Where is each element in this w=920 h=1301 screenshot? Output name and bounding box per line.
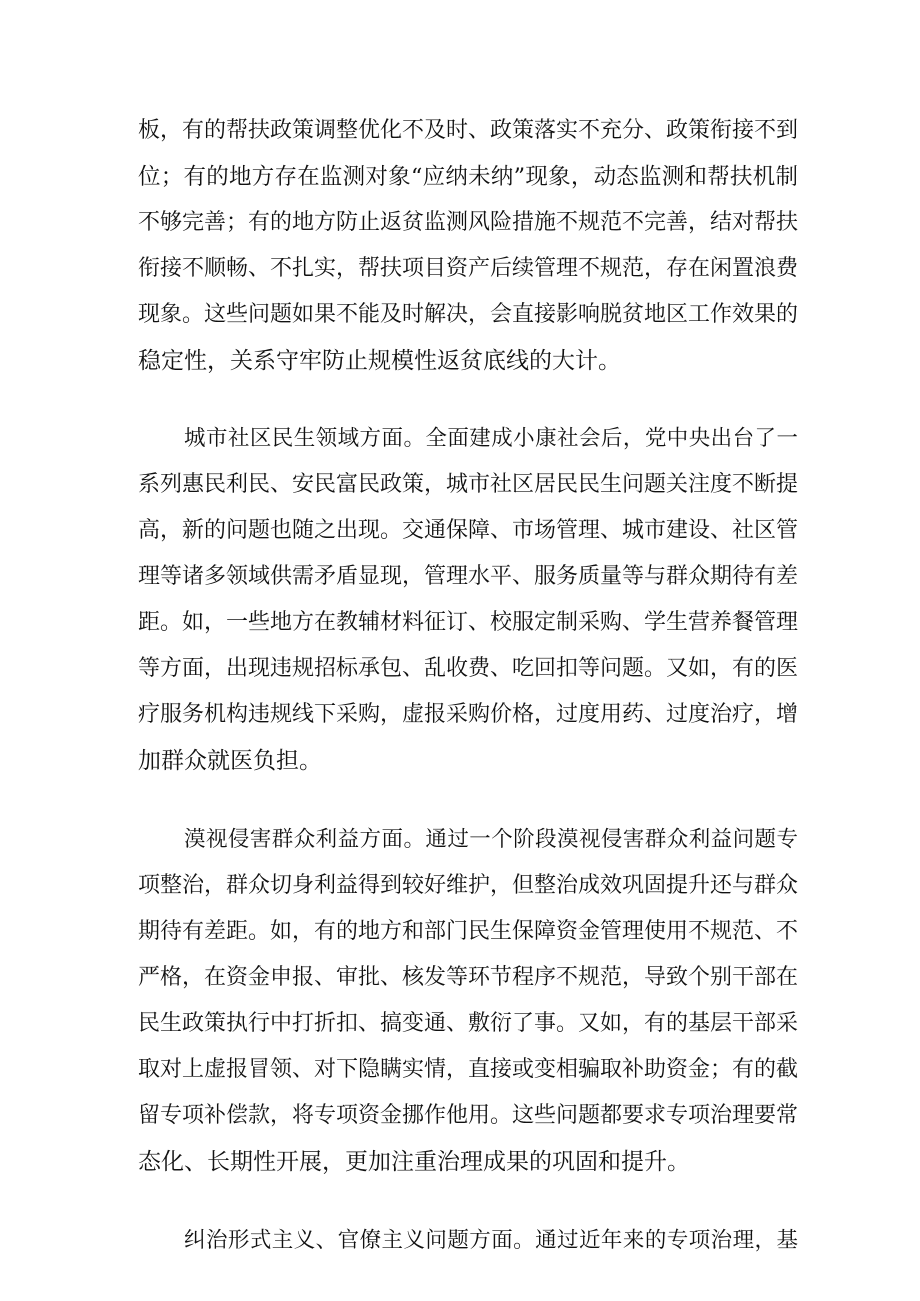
paragraph-1-line-4: 衔接不顺畅、不扎实，帮扶项目资产后续管理不规范，存在闲置浪费 (138, 256, 799, 281)
paragraph-2-line-8: 加群众就医负担。 (138, 748, 322, 774)
paragraph-3-line-8: 态化、长期性开展，更加注重治理成果的巩固和提升。 (138, 1149, 690, 1175)
paragraph-2-line-2: 系列惠民利民、安民富民政策，城市社区居民民生问题关注度不断提 (138, 472, 799, 497)
paragraph-3-line-2: 项整治，群众切身利益得到较好维护，但整治成效巩固提升还与群众 (138, 873, 799, 898)
paragraph-1-line-3: 不够完善；有的地方防止返贫监测风险措施不规范不完善，结对帮扶 (138, 210, 799, 235)
paragraph-1-line-5: 现象。这些问题如果不能及时解决，会直接影响脱贫地区工作效果的 (138, 302, 799, 327)
paragraph-3-line-7: 留专项补偿款，将专项资金挪作他用。这些问题都要求专项治理要常 (138, 1103, 799, 1128)
paragraph-3-line-4: 严格，在资金申报、审批、核发等环节程序不规范，导致个别干部在 (138, 965, 799, 990)
paragraph-1-line-6: 稳定性，关系守牢防止规模性返贫底线的大计。 (138, 348, 621, 374)
paragraph-1-line-1: 板，有的帮扶政策调整优化不及时、政策落实不充分、政策衔接不到 (138, 118, 799, 143)
paragraph-2-line-4: 理等诸多领域供需矛盾显现，管理水平、服务质量等与群众期待有差 (138, 564, 799, 589)
paragraph-3-line-1: 漠视侵害群众利益方面。通过一个阶段漠视侵害群众利益问题专 (184, 827, 798, 852)
paragraph-2-line-1: 城市社区民生领域方面。全面建成小康社会后，党中央出台了一 (184, 426, 798, 451)
paragraph-3-line-5: 民生政策执行中打折扣、搞变通、敷衍了事。又如，有的基层干部采 (138, 1011, 799, 1036)
paragraph-2-line-6: 等方面，出现违规招标承包、乱收费、吃回扣等问题。又如，有的医 (138, 656, 799, 681)
paragraph-1-line-2: 位；有的地方存在监测对象“应纳未纳”现象，动态监测和帮扶机制 (138, 164, 798, 190)
paragraph-2-line-5: 距。如，一些地方在教辅材料征订、校服定制采购、学生营养餐管理 (138, 610, 799, 635)
paragraph-4-line-1: 纠治形式主义、官僚主义问题方面。通过近年来的专项治理，基 (184, 1228, 798, 1253)
paragraph-3-line-6: 取对上虚报冒领、对下隐瞒实情，直接或变相骗取补助资金；有的截 (138, 1057, 799, 1082)
paragraph-3-line-3: 期待有差距。如，有的地方和部门民生保障资金管理使用不规范、不 (138, 919, 799, 944)
paragraph-2-line-3: 高，新的问题也随之出现。交通保障、市场管理、城市建设、社区管 (138, 518, 799, 543)
paragraph-2-line-7: 疗服务机构违规线下采购，虚报采购价格，过度用药、过度治疗，增 (138, 702, 799, 727)
